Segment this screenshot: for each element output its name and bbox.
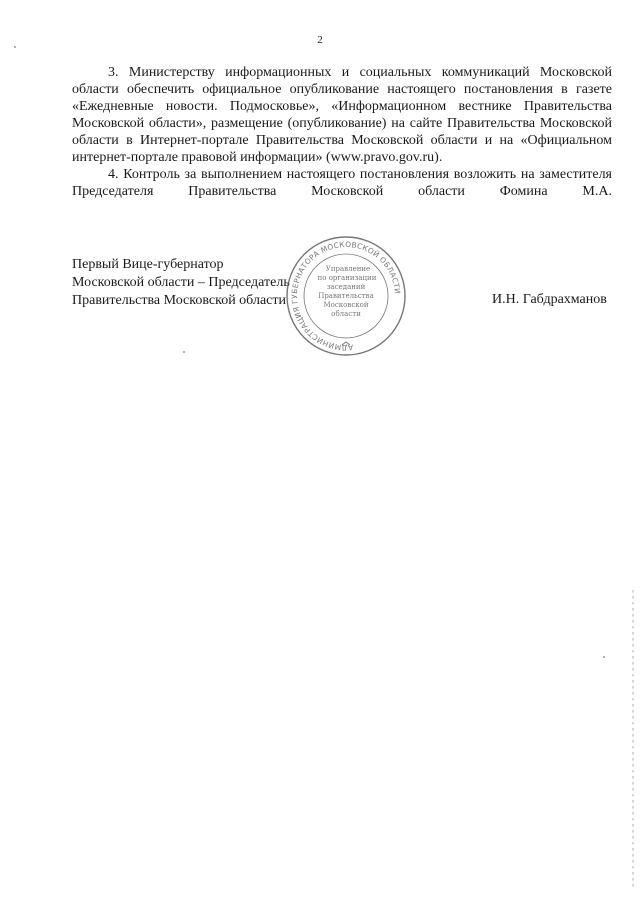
scan-edge-artifact — [632, 590, 634, 890]
paragraph-3-text: Министерству информационных и социальных коммуникаций Московской области обеспечить официальное опубликование настоящего постановления в газете «Ежедневные новости. Подмосковье», «Информационном вестнике Правительства Московской области», размещение (опубликование) на сайте Правительства Московской области в Интернет-портале Правительства Московской области и на «Официальном интернет-портале правовой информации» (www.pravo.gov.ru). — [72, 65, 612, 165]
seal-line-2: по организации — [317, 274, 377, 282]
paragraph-4-number: 4. — [108, 167, 119, 182]
seal-line-1: Управление — [325, 265, 371, 273]
page-number: 2 — [317, 34, 323, 46]
seal-line-6: области — [331, 310, 361, 318]
paragraph-3 — [72, 64, 612, 166]
signatory-title — [72, 256, 290, 310]
seal-ring-text: АДМИНИСТРАЦИЯ ГУБЕРНАТОРА МОСКОВСКОЙ ОБЛАСТИ — [289, 239, 403, 353]
signatory-title-line-1: Первый Вице-губернатор — [72, 257, 224, 272]
paragraph-3-number: 3. — [108, 65, 119, 80]
seal-line-5: Московской — [323, 301, 369, 309]
signatory-title-line-3: Правительства Московской области — [72, 293, 286, 308]
official-seal — [281, 234, 411, 358]
scan-artifact — [14, 46, 16, 48]
scan-artifact — [183, 351, 185, 353]
signatory-title-line-2: Московской области – Председатель — [72, 275, 290, 290]
scan-artifact — [603, 656, 605, 658]
paragraph-4-text: Контроль за выполнением настоящего постановления возложить на заместителя Председателя Правительства Московской области Фомина М.А. — [72, 167, 612, 199]
document-body — [72, 64, 612, 200]
paragraph-4 — [72, 166, 612, 200]
signatory-name: И.Н. Габдрахманов — [492, 292, 607, 307]
seal-line-4: Правительства — [318, 292, 374, 300]
seal-line-3: заседаний — [326, 283, 366, 291]
